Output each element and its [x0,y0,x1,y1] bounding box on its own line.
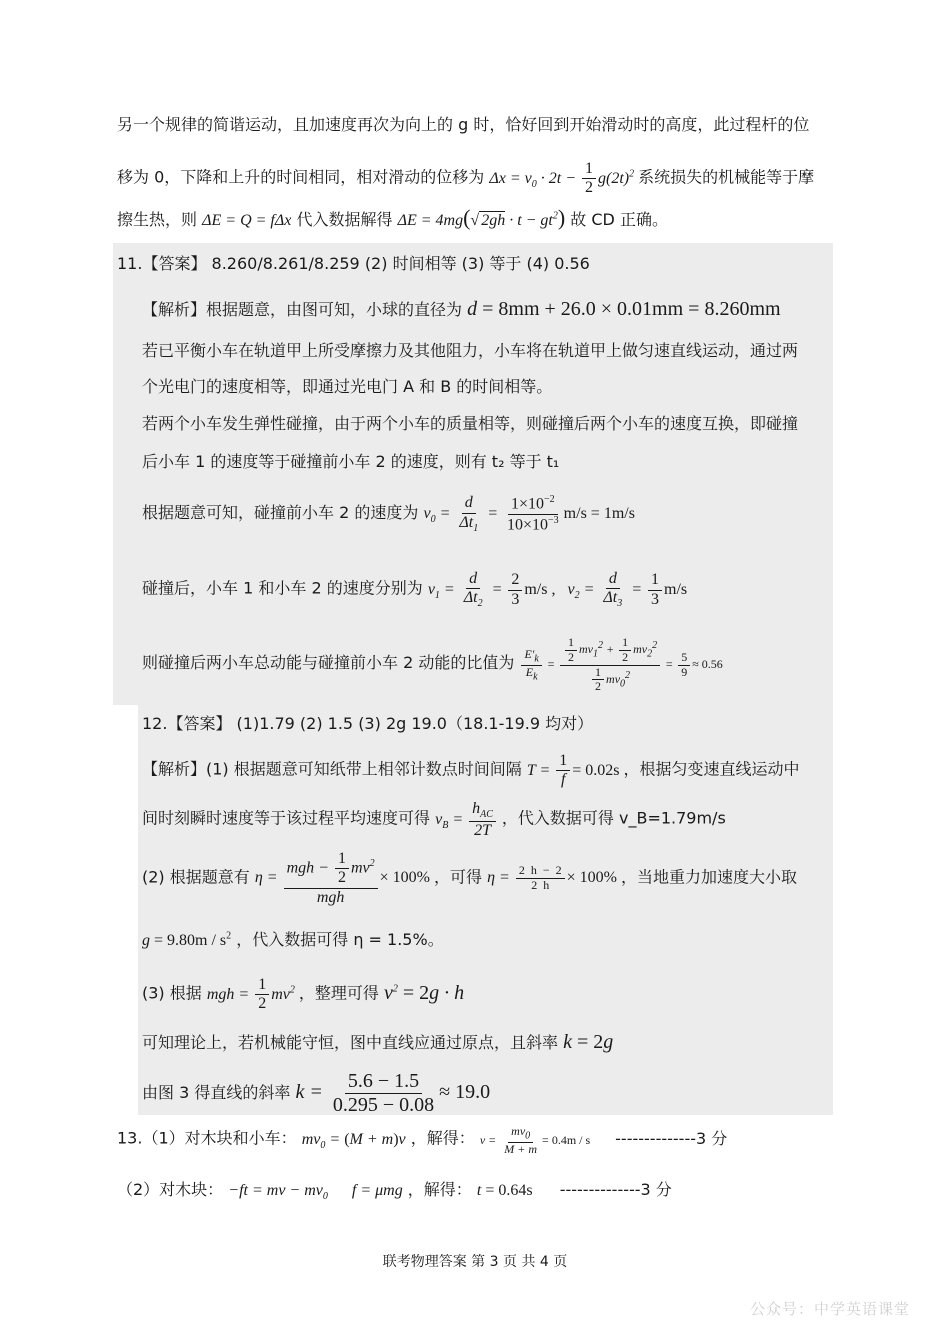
slope-value-formula: k = $\frac{5.6 - 1.5}{0.295 - 0.08}$ ≈ 19.0 [295,1070,491,1116]
q12-a6-text: 可知理论上，若机械能守恒，图中直线应通过原点，且斜率 [142,1033,559,1052]
q12-a2 [142,800,726,840]
delta-e-result-formula: ΔE = 4mg(√ $2gh \cdot t - gt^2$) [397,205,566,230]
q12-a5-mid: ，整理可得 [298,983,379,1003]
q13-l1-text: 13.（1）对木块和小车： [117,1128,297,1148]
delta-e-q-formula: ΔE = Q = fΔx [202,212,292,229]
para-top-line2-text: 移为 0，下降和上升的时间相同，相对滑动的位移为 [117,167,485,187]
slope-2g-formula: k = 2g [563,1031,614,1053]
gravity-formula: $g = 9.80m / s^2$ [142,930,232,949]
q12-a6 [142,1030,613,1054]
q12-a2-tail: ，代入数据可得 v_B=1.79m/s [501,808,726,828]
q12-a1-tail: ，根据匀变速直线运动中 [623,759,800,779]
q11-p6 [142,570,687,610]
v0-formula: $v_0$ = $\frac{d}{\Delta t_1}$ = $\frac{1\times 10^{-2}}{10\times 10^{-3}}$ m/s = 1m/s [423,494,635,534]
q12-a7-text: 由图 3 得直线的斜率 [142,1083,291,1103]
energy-ratio-formula: $\frac{E'_k}{E_k}$ = $\frac{1}{2}$ $mv_1^2$ + $\frac{1}{2}$ $mv_2^2$ $\frac{1}{2}$ $mv_0^2$ = $\frac{5}{9}$ ≈ 0.56 [519,657,722,671]
q12-a5 [142,976,464,1014]
q11-p7-text: 则碰撞后两小车总动能与碰撞前小车 2 动能的比值为 [142,652,515,672]
q11-p5 [142,494,635,534]
para-top-line2 [117,160,814,198]
momentum-formula: $mv_0 = (M + m)v$ [301,1130,406,1151]
q12-a4 [142,930,444,950]
diameter-formula: d = 8mm + 26.0 × 0.01mm = 8.260mm [467,298,781,320]
v-squared-formula: $v^2 = 2g \cdot h$ [383,981,465,1004]
q11-p7 [142,636,723,694]
q13-l2-text: （2）对木块： [117,1180,224,1199]
q13-l2-score: --------------3 分 [559,1180,672,1199]
q12-a3-text: (2) 根据题意有 [142,867,250,887]
para-top-line3 [117,205,668,231]
q12-a2-text: 间时刻瞬时速度等于该过程平均速度可得 [142,808,431,828]
page-footer: 联考物理答案 第 3 页 共 4 页 [382,1254,568,1270]
q13-l2 [117,1180,672,1203]
para-top-line3-mid: 代入数据解得 [296,210,393,229]
q13-l2-mid: ，解得： [407,1180,472,1199]
period-formula: T = $\frac{1}{f}$ = 0.02s [526,752,620,789]
q12-a7 [142,1070,490,1117]
q11-analysis-line [142,297,781,321]
q12-a1-text: 【解析】(1) 根据题意可知纸带上相邻计数点时间间隔 [142,759,522,779]
para-top-line3-tail: 故 CD 正确。 [570,210,668,229]
q12-a1 [142,752,800,790]
q11-analysis-label: 【解析】根据题意，由图可知，小球的直径为 [142,300,463,319]
v1-v2-formula: $v_1$ = $\frac{d}{\Delta t_2}$ = $\frac{2}{3}$ m/s , $v_2$ = $\frac{d}{\Delta t_3}$ = $\frac{1}{3}$ m/s [427,570,688,610]
q12-a5-text: (3) 根据 [142,983,202,1003]
q11-p2: 个光电门的速度相等，即通过光电门 A 和 B 的时间相等。 [142,377,553,396]
q12-a4-text: ，代入数据可得 η = 1.5%。 [236,930,444,949]
q11-answer-line: 11.【答案】 8.260/8.261/8.259 (2) 时间相等 (3) 等于 (4) 0.56 [117,254,590,273]
q11-p3: 若两个小车发生弹性碰撞，由于两个小车的质量相等，则碰撞后两个小车的速度互换，即碰撞 [142,414,799,433]
q12-a3-mid: ，可得 [433,867,482,887]
velocity-result-formula: v = $\frac{mv_0}{M + m}$ = 0.4m / s [479,1124,591,1156]
efficiency-formula2: η = $\frac{2 h - 2}{2 h}$ × 100% [487,863,617,893]
q13-l1-mid: ，解得： [410,1128,475,1148]
para-top-line1: 另一个规律的简谐运动，且加速度再次为向上的 g 时，恰好回到开始滑动时的高度，此过程杆的位 [117,115,810,134]
efficiency-formula: η = mgh − $\frac{1}{2}$ $mv^2$ mgh × 100% [254,850,430,906]
q13-l1 [117,1125,727,1157]
q12-answer-line: 12.【答案】 (1)1.79 (2) 1.5 (3) 2g 19.0（18.1-19.9 均对） [142,714,594,733]
q13-l1-score: --------------3 分 [615,1128,728,1148]
q11-p1: 若已平衡小车在轨道甲上所受摩擦力及其他阻力，小车将在轨道甲上做匀速直线运动，通过两 [142,341,799,360]
q12-a3-tail: ，当地重力加速度大小取 [620,867,797,887]
impulse-formula: −ft = mv − $mv_0$ f = μmg [228,1182,403,1203]
q11-p4: 后小车 1 的速度等于碰撞前小车 2 的速度，则有 t₂ 等于 t₁ [142,452,560,471]
q12-a3 [142,850,797,907]
q11-p5-text: 根据题意可知，碰撞前小车 2 的速度为 [142,502,419,522]
para-top-line3-text: 擦生热，则 [117,210,198,229]
vb-formula: $v_B$ = $\frac{h_{AC}}{2T}$ [435,811,502,828]
energy-formula: mgh = $\frac{1}{2}$ $mv^2$ [206,976,295,1013]
para-top-line2-tail: 系统损失的机械能等于摩 [638,167,815,187]
watermark: 公众号：中学英语课堂 [749,1300,910,1318]
delta-x-formula: $\Delta x = v_0 \cdot 2t$ − $\frac{1}{2}$ $g(2t)^2$ [489,160,635,197]
q11-p6-text: 碰撞后，小车 1 和小车 2 的速度分别为 [142,578,423,598]
time-result-formula: t = 0.64s [476,1182,533,1199]
